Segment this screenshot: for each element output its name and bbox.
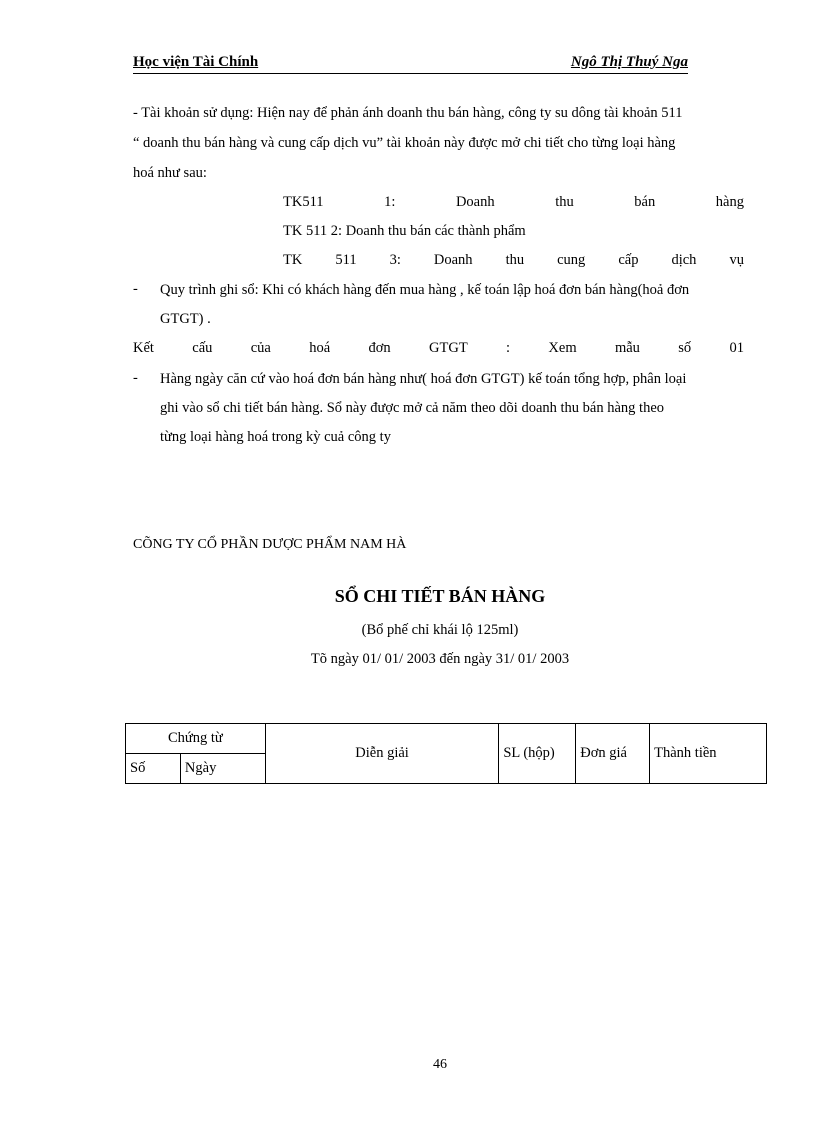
tk3-word: cung	[557, 252, 586, 268]
structure-word: cấu	[192, 340, 213, 356]
tk1-word: 1:	[384, 194, 396, 210]
tk1-word: thu	[555, 194, 574, 210]
tk3-word: vụ	[729, 252, 744, 268]
tk511-1-line	[283, 193, 744, 211]
tk511-3-line	[283, 251, 744, 269]
page-number: 46	[433, 1057, 447, 1072]
tk1-word: TK511	[283, 194, 324, 210]
structure-word: hoá	[309, 340, 331, 356]
ledger-title: SỔ CHI TIẾT BÁN HÀNG	[334, 586, 546, 606]
para1-line3: hoá như sau:	[133, 165, 207, 181]
item1-line2: GTGT) .	[160, 311, 211, 327]
ledger-period: Tõ ngày 01/ 01/ 2003 đến ngày 31/ 01/ 2003	[310, 651, 570, 667]
structure-word: của	[250, 340, 271, 356]
structure-word: :	[506, 340, 511, 356]
col-unit-price: Đơn giá	[576, 724, 650, 784]
tk3-word: 3:	[389, 252, 401, 268]
tk1-word: bán	[634, 194, 656, 210]
para1-line1: - Tài khoản sử dụng: Hiện nay để phản ánh doanh thu bán hàng, công ty su dông tài khoản 511	[133, 105, 683, 121]
structure-word: Xem	[548, 340, 577, 356]
tk3-word: dịch	[671, 252, 697, 268]
structure-word: đơn	[368, 340, 391, 356]
tk3-word: TK	[283, 252, 303, 268]
tk3-word: 511	[335, 252, 357, 268]
bullet-dash: -	[133, 370, 138, 386]
structure-word: 01	[729, 340, 744, 356]
header-rule	[133, 73, 688, 74]
tk3-word: Doanh	[433, 252, 473, 268]
company-name: CÕNG TY CỔ PHẦN DƯỢC PHẨM NAM HÀ	[133, 537, 407, 552]
para1-line2: “ doanh thu bán hàng và cung cấp dịch vu” tài khoản này được mở chi tiết cho từng loại hàng	[133, 135, 676, 151]
structure-word: GTGT	[429, 340, 468, 356]
col-date: Ngày	[180, 754, 265, 784]
tk3-word: thu	[505, 252, 525, 268]
item1-line1: Quy trình ghi sổ: Khi có khách hàng đến mua hàng , kế toán lập hoá đơn bán hàng(hoả đơn	[160, 282, 690, 298]
col-description: Diễn giải	[265, 724, 499, 784]
tk511-2-line: TK 511 2: Doanh thu bán các thành phẩm	[283, 223, 526, 239]
table-header-row	[126, 724, 767, 754]
item2-line2: ghi vào sổ chi tiết bán hàng. Sổ này được mở cả năm theo dõi doanh thu bán hàng theo	[160, 400, 665, 416]
bullet-dash: -	[133, 281, 138, 297]
structure-word: số	[678, 340, 692, 356]
item2-line1: Hàng ngày căn cứ vào hoá đơn bán hàng như( hoá đơn GTGT) kế toán tổng hợp, phân loại	[160, 371, 687, 387]
header-institution: Học viện Tài Chính	[133, 54, 259, 70]
structure-word: mẫu	[614, 340, 640, 356]
tk1-word: Doanh	[455, 194, 495, 210]
sales-ledger-table	[125, 723, 767, 784]
structure-word: Kết	[133, 340, 154, 356]
ledger-subtitle: (Bổ phế chỉ khái lộ 125ml)	[361, 622, 519, 638]
col-amount: Thành tiền	[650, 724, 767, 784]
tk1-word: hàng	[715, 194, 744, 210]
col-quantity: SL (hộp)	[499, 724, 576, 784]
header-author: Ngô Thị Thuý Nga	[570, 54, 688, 70]
structure-line	[133, 339, 744, 357]
col-voucher: Chứng từ	[126, 724, 266, 754]
item2-line3: từng loại hàng hoá trong kỳ cuả công ty	[160, 429, 391, 445]
tk3-word: cấp	[618, 252, 639, 268]
col-number: Số	[126, 754, 181, 784]
